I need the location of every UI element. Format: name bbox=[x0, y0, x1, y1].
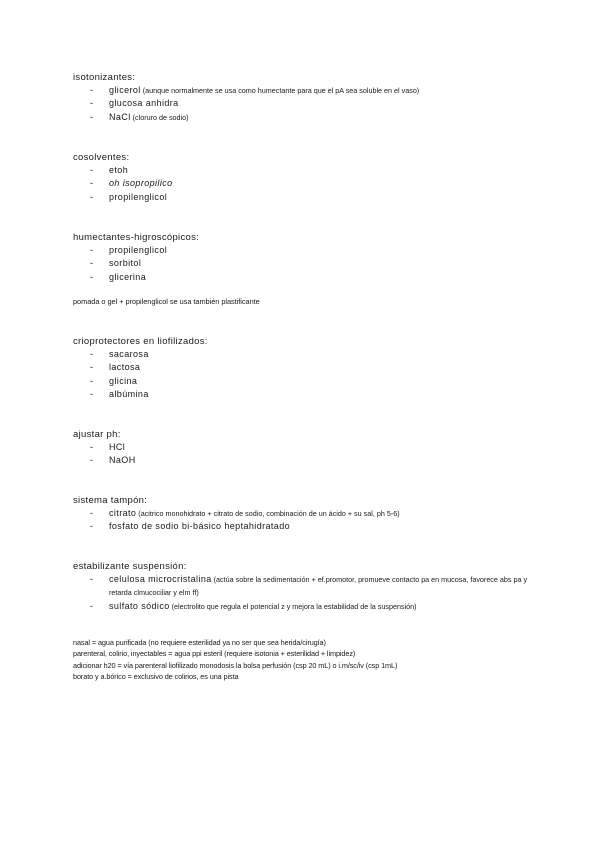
dash-bullet: - bbox=[90, 191, 94, 202]
dash-bullet: - bbox=[90, 455, 94, 466]
item-list bbox=[73, 84, 593, 124]
footer-line: parenteral, colirio, inyectables = agua ppi esteril (requiere isotonia + esterilidad + limpidez) bbox=[73, 649, 356, 659]
dash-bullet: - bbox=[90, 521, 94, 532]
section-cosolventes bbox=[73, 151, 593, 204]
item-list bbox=[73, 348, 593, 402]
section-crioprotectores bbox=[73, 335, 593, 402]
dash-bullet: - bbox=[90, 362, 94, 373]
list-item: - celulosa microcristalina (actúa sobre la sedimentación + ef.promotor, promueve contacto pa en mucosa, favorece abs pa y retarda clmucociliar y elm ff) bbox=[90, 574, 528, 598]
list-item: - citrato (acitrico monohidrato + citrato de sodio, combinación de un ácido + su sal, ph 5-6) bbox=[73, 507, 593, 520]
section-isotonizantes bbox=[73, 71, 593, 124]
dash-bullet: - bbox=[90, 508, 94, 518]
item-list bbox=[73, 244, 593, 284]
dash-bullet: - bbox=[90, 111, 94, 122]
list-item: - propilenglicol bbox=[73, 244, 593, 257]
dash-bullet: - bbox=[90, 271, 94, 282]
dash-bullet: - bbox=[90, 574, 94, 584]
section-heading: sistema tampón: bbox=[73, 495, 148, 506]
section-ajustar-ph bbox=[73, 428, 593, 468]
dash-bullet: - bbox=[90, 85, 94, 95]
item-list bbox=[73, 441, 593, 468]
section-heading: humectantes-higroscópicos: bbox=[73, 232, 200, 243]
list-item: - glucosa anhidra bbox=[73, 97, 593, 110]
dash-bullet: - bbox=[90, 98, 94, 109]
list-item: - etoh bbox=[73, 164, 593, 177]
list-item: - glicerina bbox=[73, 271, 593, 284]
section-humectantes bbox=[73, 231, 593, 284]
item-list bbox=[73, 507, 593, 534]
loose-note: pomada o gel + propilenglicol se usa también plastificante bbox=[73, 297, 260, 306]
section-sistema-tampon bbox=[73, 494, 593, 534]
footer-line: borato y a.bórico = exclusivo de colirios, es una pista bbox=[73, 671, 239, 681]
dash-bullet: - bbox=[90, 389, 94, 400]
list-item: - HCl bbox=[73, 441, 593, 454]
list-item: - sorbitol bbox=[73, 257, 593, 270]
section-heading: crioprotectores en liofilizados: bbox=[73, 336, 208, 347]
dash-bullet: - bbox=[90, 600, 94, 611]
list-item: - sacarosa bbox=[73, 348, 593, 361]
item-list bbox=[73, 164, 593, 204]
item-list bbox=[73, 573, 593, 613]
dash-bullet: - bbox=[90, 178, 94, 189]
dash-bullet: - bbox=[90, 165, 94, 175]
footer-notes bbox=[73, 637, 397, 682]
list-item: - oh isopropilico bbox=[73, 177, 593, 190]
footer-line: nasal = agua purificada (no requiere esterilidad ya no ser que sea herida/cirugía) bbox=[73, 638, 326, 647]
section-heading: isotonizantes: bbox=[73, 72, 136, 83]
list-item: - sulfato sódico (electrolito que regula el potencial z y mejora la estabilidad de la suspensión) bbox=[73, 600, 593, 613]
section-heading: cosolventes: bbox=[73, 152, 130, 163]
list-item: - fosfato de sodio bi-básico heptahidratado bbox=[73, 520, 593, 533]
list-item: - propilenglicol bbox=[73, 191, 593, 204]
list-item: - albúmina bbox=[73, 388, 593, 401]
dash-bullet: - bbox=[90, 349, 94, 359]
section-heading: estabilizante suspensión: bbox=[73, 561, 187, 572]
section-estabilizante-suspension bbox=[73, 560, 593, 613]
list-item: - NaCl (cloruro de sodio) bbox=[73, 111, 593, 124]
dash-bullet: - bbox=[90, 245, 94, 255]
dash-bullet: - bbox=[90, 258, 94, 269]
list-item: - NaOH bbox=[73, 454, 593, 467]
list-item: - glicina bbox=[73, 375, 593, 388]
section-heading: ajustar ph: bbox=[73, 429, 121, 440]
footer-line: adicionar h20 = vía parenteral liofilizado monodosis la bolsa perfusión (csp 20 mL) o i.m/sc/iv (csp 1mL) bbox=[73, 660, 398, 670]
list-item: - lactosa bbox=[73, 361, 593, 374]
dash-bullet: - bbox=[90, 442, 94, 452]
dash-bullet: - bbox=[90, 375, 94, 386]
list-item: - glicerol (aunque normalmente se usa como humectante para que el pA sea soluble en el vaso) bbox=[73, 84, 593, 97]
